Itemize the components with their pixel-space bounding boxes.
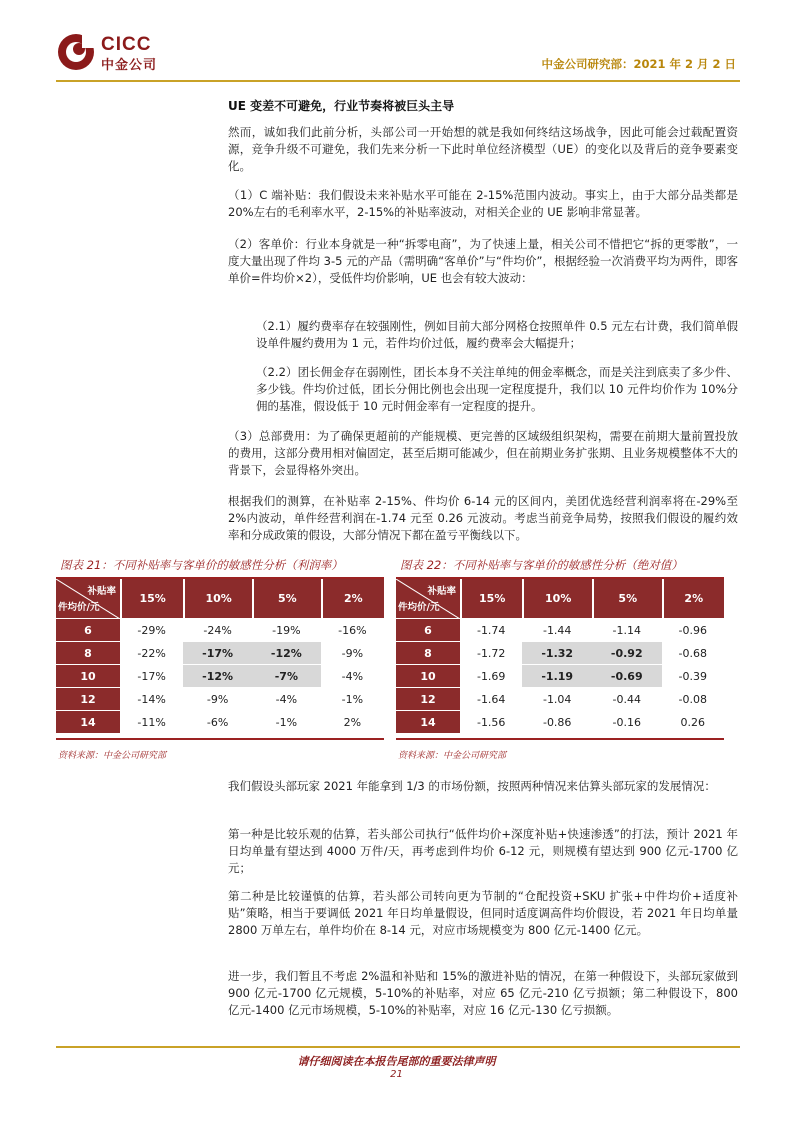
table-cell: -6% bbox=[183, 711, 252, 734]
legal-notice: 请仔细阅读在本报告尾部的重要法律声明 bbox=[297, 1055, 496, 1068]
table-cell: -0.96 bbox=[662, 619, 724, 642]
table-cell-highlight: -12% bbox=[252, 642, 321, 665]
column-header: 2% bbox=[321, 579, 384, 619]
header-date: 中金公司研究部：2021 年 2 月 2 日 bbox=[541, 57, 736, 71]
sensitivity-table bbox=[56, 579, 384, 734]
brand-en: CICC bbox=[101, 34, 152, 55]
paragraph-fulfillment: （2.1）履约费率存在较强刚性，例如目前大部分网格仓按照单件 0.5 元左右计费，我们简单假设单件履约费用为 1 元，若件均价过低，履约费率会大幅提升； bbox=[256, 319, 738, 350]
paragraph-unit-price: （2）客单价：行业本身就是一种“拆零电商”，为了快速上量，相关公司不惜把它“拆的更零散”，一度大量出现了件均 3-5 元的产品（需明确“客单价”与“件均价”，根据经验一次消费平均为两件，即客单价=件均价×2），受低件均价影响，UE 也会有较大波动： bbox=[228, 237, 738, 285]
table-row bbox=[56, 665, 384, 688]
table-cell: -9% bbox=[183, 688, 252, 711]
page-header bbox=[56, 32, 736, 82]
paragraph-market-share: 我们假设头部玩家 2021 年能拿到 1/3 的市场份额，按照两种情况来估算头部玩家的发展情况： bbox=[228, 779, 716, 793]
table-corner: 补贴率 件均价/元 bbox=[56, 579, 120, 619]
table-cell: -11% bbox=[120, 711, 183, 734]
row-header: 10 bbox=[396, 665, 460, 688]
row-header: 14 bbox=[56, 711, 120, 734]
table-cell: -0.86 bbox=[522, 711, 592, 734]
column-header: 15% bbox=[460, 579, 522, 619]
table-cell: 2% bbox=[321, 711, 384, 734]
table-cell: -1.44 bbox=[522, 619, 592, 642]
row-header: 8 bbox=[396, 642, 460, 665]
table-row bbox=[56, 711, 384, 734]
column-header: 2% bbox=[662, 579, 724, 619]
table-source: 资料来源：中金公司研究部 bbox=[396, 738, 724, 761]
table-profit-margin bbox=[56, 555, 384, 761]
table-cell: -1.72 bbox=[460, 642, 522, 665]
footer-divider bbox=[56, 1046, 740, 1048]
table-row bbox=[396, 688, 724, 711]
table-cell: -19% bbox=[252, 619, 321, 642]
table-row bbox=[396, 619, 724, 642]
table-cell: -1% bbox=[321, 688, 384, 711]
row-header: 6 bbox=[56, 619, 120, 642]
paragraph-estimate: 根据我们的测算，在补贴率 2-15%、件均价 6-14 元的区间内，美团优选经营利润率将在-29%至 2%内波动，单件经营利润在-1.74 元至 0.26 元波动。考虑当前竞争局势，按照我们假设的履约效率和分成政策的假设，大部分情况下都在盈亏平衡线以下。 bbox=[228, 494, 738, 542]
table-cell: -1.69 bbox=[460, 665, 522, 688]
paragraph-subsidy: （1）C 端补贴：我们假设未来补贴水平可能在 2-15%范围内波动。事实上，由于大部分品类都是 20%左右的毛利率水平，2-15%的补贴率波动，对相关企业的 UE 影响非常显著。 bbox=[228, 188, 738, 219]
table-cell: -1.74 bbox=[460, 619, 522, 642]
column-header: 5% bbox=[252, 579, 321, 619]
table-cell: -0.16 bbox=[592, 711, 662, 734]
brand-cn: 中金公司 bbox=[101, 58, 158, 73]
table-cell-highlight: -0.69 bbox=[592, 665, 662, 688]
column-header: 15% bbox=[120, 579, 183, 619]
paragraph-losses: 进一步，我们暂且不考虑 2%温和补贴和 15%的激进补贴的情况，在第一种假设下，头部玩家做到 900 亿元-1700 亿元规模，5-10%的补贴率，对应 65 亿元-210 亿亏损额；第二种假设下，800 亿元-1400 亿元市场规模，5-10%的补贴率，对应 16 亿元-130 亿亏损额。 bbox=[228, 969, 738, 1017]
table-cell-highlight: -1.19 bbox=[522, 665, 592, 688]
page-number: 21 bbox=[390, 1069, 403, 1080]
table-cell: -4% bbox=[321, 665, 384, 688]
paragraph-optimistic: 第一种是比较乐观的估算，若头部公司执行“低件均价+深度补贴+快速渗透”的打法，预计 2021 年日均单量有望达到 4000 万件/天，再考虑到件均价 6-12 元，则规模有望达到 900 亿元-1700 亿元； bbox=[228, 827, 738, 875]
table-title: 图表 22：不同补贴率与客单价的敏感性分析（绝对值） bbox=[396, 555, 724, 579]
table-row bbox=[396, 711, 724, 734]
table-cell: -1.14 bbox=[592, 619, 662, 642]
table-cell: -0.44 bbox=[592, 688, 662, 711]
paragraph-cautious: 第二种是比较谨慎的估算，若头部公司转向更为节制的“仓配投资+SKU 扩张+中件均价+适度补贴”策略，相当于要调低 2021 年日均单量假设，但同时适度调高件均价假设，若 2021 年日均单量 2800 万单左右，单件均价在 8-14 元，对应市场规模变为 800 亿元-1400 亿元。 bbox=[228, 889, 738, 937]
cicc-logo-icon bbox=[56, 32, 96, 72]
row-header: 6 bbox=[396, 619, 460, 642]
table-cell: 0.26 bbox=[662, 711, 724, 734]
table-cell: -29% bbox=[120, 619, 183, 642]
paragraph-commission: （2.2）团长佣金存在弱刚性，团长本身不关注单纯的佣金率概念，而是关注到底卖了多少件、多少钱。件均价过低，团长分佣比例也会出现一定程度提升，我们以 10 元件均价作为 10%分佣的基准，假设低于 10 元时佣金率有一定程度的提升。 bbox=[256, 365, 738, 413]
table-cell: -17% bbox=[120, 665, 183, 688]
table-cell: -14% bbox=[120, 688, 183, 711]
table-cell: -0.39 bbox=[662, 665, 724, 688]
table-cell: -1.04 bbox=[522, 688, 592, 711]
table-row bbox=[56, 688, 384, 711]
row-header: 14 bbox=[396, 711, 460, 734]
table-row bbox=[56, 619, 384, 642]
table-corner: 补贴率 件均价/元 bbox=[396, 579, 460, 619]
table-cell: -9% bbox=[321, 642, 384, 665]
table-source: 资料来源：中金公司研究部 bbox=[56, 738, 384, 761]
column-header: 5% bbox=[592, 579, 662, 619]
header-divider bbox=[56, 80, 740, 82]
column-header: 10% bbox=[183, 579, 252, 619]
table-cell: -24% bbox=[183, 619, 252, 642]
row-header: 12 bbox=[396, 688, 460, 711]
paragraph-hq-cost: （3）总部费用：为了确保更超前的产能规模、更完善的区域级组织架构，需要在前期大量前置投放的费用，这部分费用相对偏固定，甚至后期可能减少，但在前期业务扩张期、且业务规模整体不大的背景下，会显得格外突出。 bbox=[228, 429, 738, 477]
row-header: 8 bbox=[56, 642, 120, 665]
table-cell: -22% bbox=[120, 642, 183, 665]
row-header: 12 bbox=[56, 688, 120, 711]
table-cell-highlight: -7% bbox=[252, 665, 321, 688]
table-cell: -1.64 bbox=[460, 688, 522, 711]
table-row bbox=[396, 642, 724, 665]
table-row bbox=[56, 642, 384, 665]
paragraph-intro: 然而，诚如我们此前分析，头部公司一开始想的就是我如何终结这场战争，因此可能会过载配置资源，竞争升级不可避免，我们先来分析一下此时单位经济模型（UE）的变化以及背后的竞争要素变化。 bbox=[228, 125, 738, 173]
table-cell: -16% bbox=[321, 619, 384, 642]
table-cell: -0.08 bbox=[662, 688, 724, 711]
table-cell-highlight: -12% bbox=[183, 665, 252, 688]
sensitivity-table bbox=[396, 579, 724, 734]
table-cell: -1% bbox=[252, 711, 321, 734]
table-cell: -1.56 bbox=[460, 711, 522, 734]
table-row bbox=[396, 665, 724, 688]
table-absolute-value bbox=[396, 555, 724, 761]
table-cell-highlight: -17% bbox=[183, 642, 252, 665]
table-cell-highlight: -1.32 bbox=[522, 642, 592, 665]
row-header: 10 bbox=[56, 665, 120, 688]
table-cell-highlight: -0.92 bbox=[592, 642, 662, 665]
column-header: 10% bbox=[522, 579, 592, 619]
section-title: UE 变差不可避免，行业节奏将被巨头主导 bbox=[228, 99, 455, 113]
table-cell: -0.68 bbox=[662, 642, 724, 665]
table-title: 图表 21：不同补贴率与客单价的敏感性分析（利润率） bbox=[56, 555, 384, 579]
table-cell: -4% bbox=[252, 688, 321, 711]
